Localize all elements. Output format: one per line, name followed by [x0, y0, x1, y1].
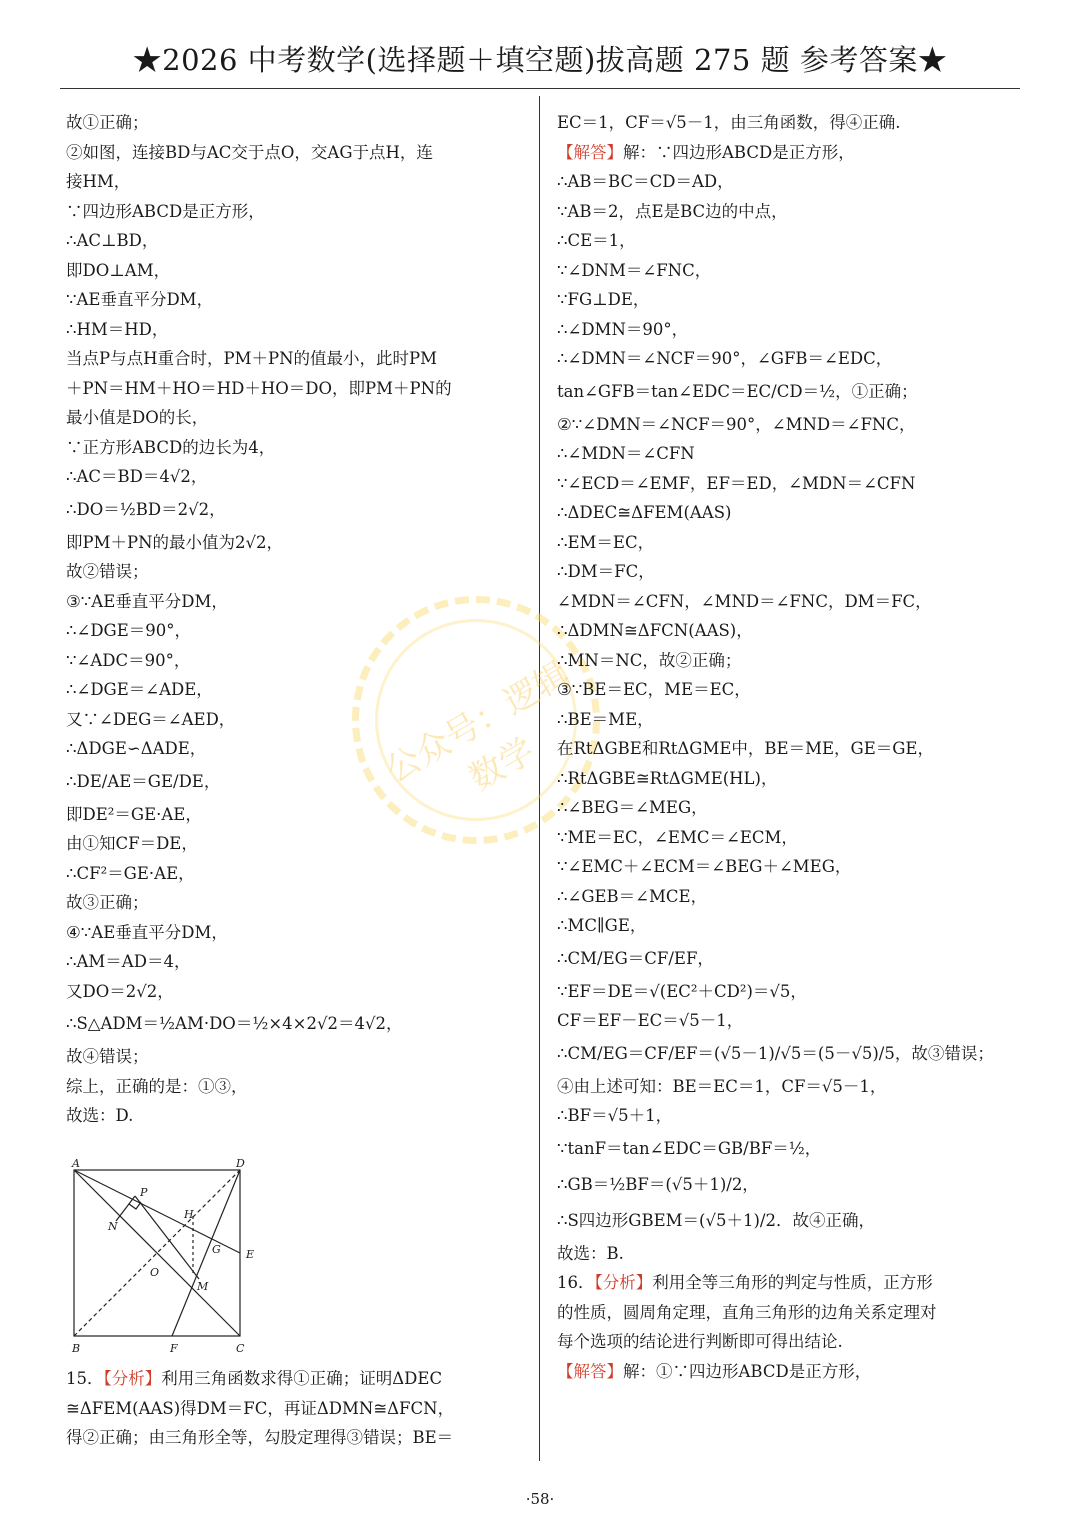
right-column-line: ③∵BE＝EC，ME＝EC，: [557, 680, 751, 699]
figure-label: M: [197, 1280, 209, 1293]
segment-ae: [74, 1170, 240, 1253]
left-column-line: 又∵∠DEG＝∠AED，: [66, 709, 236, 729]
right-column-line: ∴GB＝½BF＝(√5＋1)/2，: [557, 1174, 759, 1194]
right-column-line: ∴ΔDMN≅ΔFCN(AAS)，: [557, 621, 753, 640]
left-column-line: 故选：D.: [66, 1106, 134, 1125]
right-column-line: ∴∠DMN＝∠NCF＝90°，∠GFB＝∠EDC，: [557, 349, 893, 368]
left-column-line: ∴DO＝½BD＝2√2，: [66, 499, 226, 519]
right-column-line: ∴CM/EG＝CF/EF＝(√5－1)/√5＝(5－√5)/5，故③错误；: [557, 1043, 994, 1063]
section-tag: 【解答】: [557, 142, 623, 162]
left-column-line: ∵∠ADC＝90°，: [66, 650, 191, 670]
left-column-line: 最小值是DO的长，: [66, 408, 209, 427]
right-column-line: ∵∠ECD＝∠EMF，EF＝ED，∠MDN＝∠CFN: [557, 473, 916, 493]
right-column-line: ∴∠GEB＝∠MCE，: [557, 886, 708, 906]
page-header: ★2026 中考数学(选择题＋填空题)拔高题 275 题 参考答案★: [132, 43, 948, 77]
left-column-line: 又DO＝2√2，: [66, 981, 174, 1001]
right-column-line: 在RtΔGBE和RtΔGME中，BE＝ME，GE＝GE，: [557, 739, 934, 758]
right-column-line: ∵ME＝EC，∠EMC＝∠ECM，: [557, 827, 798, 847]
left-bottom-block: [66, 1364, 524, 1453]
right-column-line: 的性质，圆周角定理，直角三角形的边角关系定理对: [557, 1302, 937, 1322]
right-column-line: ∴∠DMN＝90°，: [557, 319, 689, 339]
figure-label: D: [236, 1158, 245, 1170]
figure-label: G: [212, 1243, 221, 1256]
left-column-line: ∴∠DGE＝∠ADE，: [66, 680, 213, 699]
left-column-line: ∵正方形ABCD的边长为4，: [66, 437, 276, 457]
right-column-line: ④由上述可知：BE＝EC＝1，CF＝√5－1，: [557, 1076, 887, 1096]
right-column-line: CF＝EF－EC＝√5－1，: [557, 1011, 744, 1030]
left-column-line: 接HM，: [66, 172, 131, 191]
right-column-line: ∵AB＝2，点E是BC边的中点，: [557, 201, 788, 221]
segment-pn: [116, 1196, 135, 1221]
figure-label: N: [108, 1220, 118, 1233]
left-column-line: ＋PN＝HM＋HO＝HD＋HO＝DO，即PM＋PN的: [66, 378, 452, 398]
figure-label: F: [170, 1342, 178, 1355]
right-column-line: ∵EF＝DE＝√(EC²＋CD²)＝√5，: [557, 981, 807, 1001]
right-column-line: ∵tanF＝tan∠EDC＝GB/BF＝½，: [557, 1138, 822, 1158]
right-column-line: ∴CE＝1，: [557, 231, 636, 250]
figure-label: E: [246, 1248, 255, 1261]
left-column-line: ②如图，连接BD与AC交于点O，交AG于点H，连: [66, 142, 433, 162]
right-column-line: ∴DM＝FC，: [557, 562, 655, 581]
right-column-line: ∴CM/EG＝CF/EF，: [557, 948, 714, 968]
right-column-line: ∴MN＝NC，故②正确；: [557, 650, 742, 670]
left-column-line: ∴AM＝AD＝4，: [66, 952, 191, 971]
right-column-line: ∴S四边形GBEM＝(√5＋1)/2．故④正确，: [557, 1210, 875, 1230]
right-column-line: ∴ΔDEC≅ΔFEM(AAS): [557, 503, 732, 522]
right-column-line: 【解答】解：①∵四边形ABCD是正方形，: [557, 1361, 872, 1381]
left-column-line: ∴∠DGE＝90°，: [66, 621, 192, 640]
left-column-line: 即PM＋PN的最小值为2√2，: [66, 532, 284, 552]
section-tag: 【解答】: [557, 1361, 623, 1381]
left-column-line: ∴CF²＝GE·AE，: [66, 863, 195, 883]
watermark-text: 公众号：逻辑数学: [379, 654, 576, 800]
geometry-figure: [66, 1158, 266, 1358]
header-divider: [60, 88, 1020, 89]
left-column-line: 故③正确；: [66, 893, 149, 912]
left-column-line: ∴S△ADM＝½AM·DO＝½×4×2√2＝4√2，: [66, 1014, 403, 1033]
segment-df: [172, 1170, 240, 1336]
page-number: ·58·: [525, 1490, 555, 1508]
left-column-line: 当点P与点H重合时，PM＋PN的值最小，此时PM: [66, 349, 438, 368]
right-column-line: EC＝1，CF＝√5－1，由三角函数，得④正确.: [557, 113, 901, 132]
right-column-line: ∴∠BEG＝∠MEG，: [557, 798, 708, 817]
right-column-line: 故选：B.: [557, 1243, 624, 1263]
right-column-line: ∠MDN＝∠CFN，∠MND＝∠FNC，DM＝FC，: [557, 591, 932, 611]
right-column-line: 【解答】解：∵四边形ABCD是正方形，: [557, 142, 855, 162]
section-tag: 【分析】: [594, 1273, 653, 1292]
figure-label: B: [72, 1342, 81, 1355]
left-column-line: 故①正确；: [66, 113, 149, 132]
figure-label: A: [72, 1158, 80, 1170]
left-column-line: 即DO⊥AM，: [66, 260, 171, 280]
left-column-line: ∴DE/AE＝GE/DE，: [66, 771, 221, 791]
left-column-line: ∴HM＝HD，: [66, 319, 169, 339]
left-column-line: 即DE²＝GE·AE，: [66, 804, 202, 824]
right-column-line: ∴BF＝√5＋1，: [557, 1106, 673, 1125]
right-column-line: ②∵∠DMN＝∠NCF＝90°，∠MND＝∠FNC，: [557, 414, 916, 434]
section-tag: 【分析】: [103, 1369, 162, 1388]
left-column-line: 故②错误；: [66, 562, 149, 581]
right-column-line: ∴RtΔGBE≅RtΔGME(HL)，: [557, 768, 778, 788]
left-column: [66, 108, 524, 1131]
right-column-line: ∴BE＝ME，: [557, 709, 654, 729]
figure-label: H: [184, 1208, 194, 1221]
figure-label: P: [140, 1186, 148, 1199]
left-column-line: ∴AC＝BD＝4√2，: [66, 467, 208, 486]
right-column-line: 16．【分析】利用全等三角形的判定与性质，正方形: [557, 1273, 933, 1292]
left-column-line: ④∵AE垂直平分DM，: [66, 922, 228, 942]
left-column-line: 由①知CF＝DE，: [66, 834, 198, 853]
right-column: [557, 108, 1007, 1386]
right-column-line: ∵∠EMC＋∠ECM＝∠BEG＋∠MEG，: [557, 857, 852, 876]
left-bottom-line: 15．【分析】利用三角函数求得①正确；证明ΔDEC: [66, 1369, 443, 1388]
right-column-line: ∵∠DNM＝∠FNC，: [557, 260, 712, 280]
right-column-line: ∴MC∥GE，: [557, 916, 647, 935]
right-column-line: ∵FG⊥DE，: [557, 290, 650, 309]
figure-label: O: [150, 1266, 160, 1279]
right-column-line: ∴AB＝BC＝CD＝AD，: [557, 172, 734, 191]
right-column-line: ∴∠MDN＝∠CFN: [557, 444, 695, 463]
right-column-line: 每个选项的结论进行判断即可得出结论.: [557, 1332, 843, 1351]
left-column-line: ∴AC⊥BD，: [66, 231, 159, 250]
left-column-line: ∵四边形ABCD是正方形，: [66, 201, 265, 221]
left-column-line: ∵AE垂直平分DM，: [66, 290, 214, 309]
left-column-line: ∴ΔDGE∽ΔADE，: [66, 739, 207, 758]
left-column-line: 故④错误；: [66, 1047, 149, 1066]
figure-label: C: [236, 1342, 245, 1355]
right-column-line: tan∠GFB＝tan∠EDC＝EC/CD＝½，①正确；: [557, 381, 918, 401]
left-column-line: 综上，正确的是：①③，: [66, 1076, 248, 1096]
left-bottom-line: ≅ΔFEM(AAS)得DM＝FC，再证ΔDMN≅ΔFCN，: [66, 1398, 455, 1418]
left-bottom-line: 得②正确；由三角形全等，勾股定理得③错误；BE＝: [66, 1428, 454, 1447]
right-column-line: ∴EM＝EC，: [557, 532, 655, 552]
left-column-line: ③∵AE垂直平分DM，: [66, 591, 228, 611]
